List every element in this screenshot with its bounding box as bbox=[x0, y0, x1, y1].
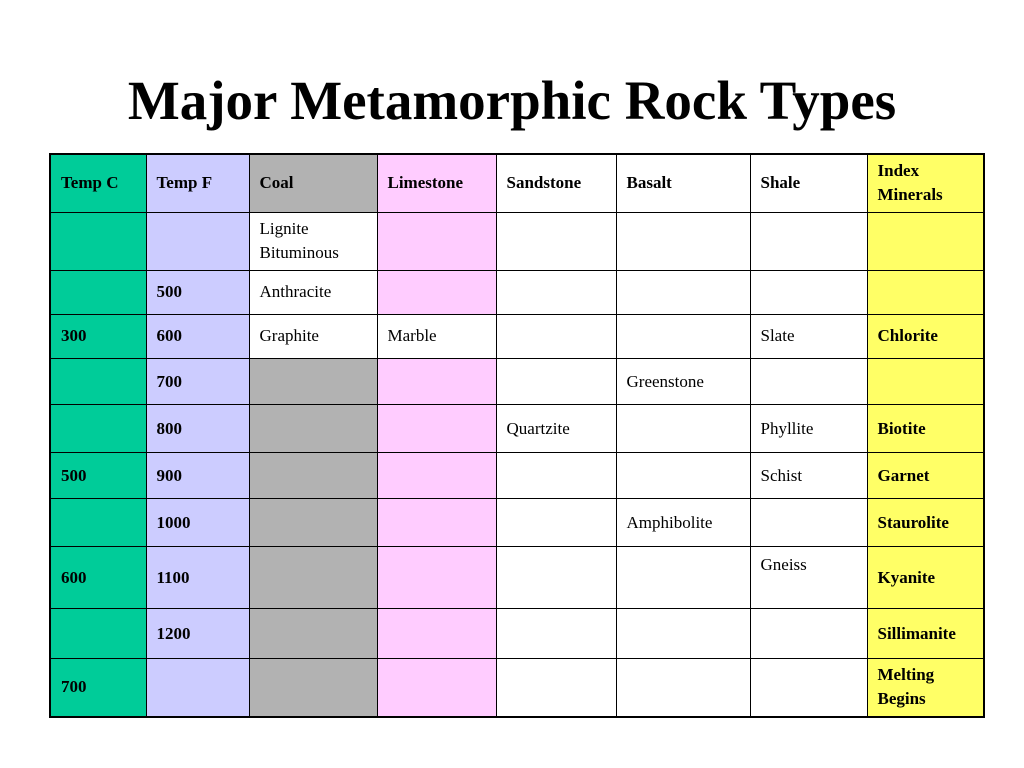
cell-value: 700 bbox=[156, 371, 182, 391]
table-row bbox=[50, 499, 984, 546]
cell-index-minerals bbox=[867, 452, 984, 498]
cell-temp-c bbox=[50, 271, 146, 314]
cell-limestone bbox=[377, 546, 496, 609]
cell-shale bbox=[750, 314, 867, 358]
cell-basalt bbox=[616, 546, 750, 609]
cell-temp-c bbox=[50, 314, 146, 358]
header-shale bbox=[750, 154, 867, 212]
cell-coal bbox=[249, 212, 377, 271]
cell-value: 600 bbox=[156, 326, 182, 346]
cell-sandstone bbox=[496, 314, 616, 358]
table-row bbox=[50, 609, 984, 658]
cell-sandstone bbox=[496, 499, 616, 546]
cell-limestone bbox=[377, 271, 496, 314]
page-title: Major Metamorphic Rock Types bbox=[127, 70, 897, 131]
cell-value: Melting Begins bbox=[877, 665, 935, 709]
cell-temp-c bbox=[50, 358, 146, 404]
cell-value: Sillimanite bbox=[877, 623, 956, 643]
cell-sandstone bbox=[496, 212, 616, 271]
cell-temp-c bbox=[50, 499, 146, 546]
header-label: Basalt bbox=[626, 173, 672, 193]
cell-limestone bbox=[377, 358, 496, 404]
cell-shale bbox=[750, 358, 867, 404]
cell-sandstone bbox=[496, 452, 616, 498]
cell-shale bbox=[750, 609, 867, 658]
cell-temp-f bbox=[146, 405, 249, 452]
cell-value: 500 bbox=[61, 465, 87, 485]
cell-limestone bbox=[377, 452, 496, 498]
cell-coal bbox=[249, 452, 377, 498]
cell-value: Chlorite bbox=[877, 326, 938, 346]
cell-value: 800 bbox=[156, 418, 182, 438]
cell-index-minerals bbox=[867, 546, 984, 609]
cell-value: 500 bbox=[156, 282, 182, 302]
cell-shale bbox=[750, 452, 867, 498]
cell-coal bbox=[249, 358, 377, 404]
cell-shale bbox=[750, 658, 867, 717]
cell-index-minerals bbox=[867, 314, 984, 358]
cell-index-minerals bbox=[867, 658, 984, 717]
header-temp-f bbox=[146, 154, 249, 212]
cell-value: Marble bbox=[387, 326, 437, 346]
cell-temp-c bbox=[50, 658, 146, 717]
cell-value: Amphibolite bbox=[626, 512, 713, 532]
header-label: Temp C bbox=[61, 173, 119, 193]
cell-limestone bbox=[377, 658, 496, 717]
cell-temp-f bbox=[146, 546, 249, 609]
cell-coal bbox=[249, 499, 377, 546]
cell-temp-f bbox=[146, 358, 249, 404]
cell-sandstone bbox=[496, 271, 616, 314]
header-sandstone bbox=[496, 154, 616, 212]
cell-temp-f bbox=[146, 212, 249, 271]
cell-basalt bbox=[616, 405, 750, 452]
cell-temp-f bbox=[146, 658, 249, 717]
cell-basalt bbox=[616, 212, 750, 271]
cell-index-minerals bbox=[867, 499, 984, 546]
table-row bbox=[50, 452, 984, 498]
header-label: Sandstone bbox=[506, 173, 582, 193]
cell-index-minerals bbox=[867, 405, 984, 452]
cell-value: 1100 bbox=[156, 567, 190, 587]
cell-value: 700 bbox=[61, 677, 87, 697]
cell-temp-f bbox=[146, 499, 249, 546]
cell-value: Schist bbox=[760, 465, 803, 485]
cell-value: Quartzite bbox=[506, 418, 570, 438]
header-coal bbox=[249, 154, 377, 212]
header-label: Shale bbox=[760, 173, 801, 193]
cell-limestone bbox=[377, 212, 496, 271]
cell-basalt bbox=[616, 358, 750, 404]
cell-temp-f bbox=[146, 271, 249, 314]
cell-value: 1000 bbox=[156, 512, 191, 532]
header-index-minerals bbox=[867, 154, 984, 212]
cell-limestone bbox=[377, 314, 496, 358]
cell-coal bbox=[249, 405, 377, 452]
header-label: Index Minerals bbox=[877, 161, 943, 205]
cell-sandstone bbox=[496, 546, 616, 609]
cell-basalt bbox=[616, 452, 750, 498]
table-row bbox=[50, 358, 984, 404]
cell-temp-f bbox=[146, 452, 249, 498]
table-row bbox=[50, 546, 984, 609]
cell-basalt bbox=[616, 609, 750, 658]
header-label: Limestone bbox=[387, 173, 464, 193]
cell-value: Anthracite bbox=[259, 282, 332, 302]
cell-sandstone bbox=[496, 658, 616, 717]
cell-value: Slate bbox=[760, 326, 795, 346]
cell-index-minerals bbox=[867, 609, 984, 658]
cell-basalt bbox=[616, 499, 750, 546]
cell-basalt bbox=[616, 658, 750, 717]
cell-temp-c bbox=[50, 212, 146, 271]
cell-shale bbox=[750, 271, 867, 314]
cell-value: Phyllite bbox=[760, 418, 814, 438]
table-row bbox=[50, 658, 984, 717]
cell-index-minerals bbox=[867, 271, 984, 314]
cell-value: Lignite Bituminous bbox=[259, 219, 339, 263]
cell-sandstone bbox=[496, 609, 616, 658]
cell-limestone bbox=[377, 609, 496, 658]
cell-value: Greenstone bbox=[626, 371, 704, 391]
metamorphic-rock-table bbox=[49, 153, 985, 718]
cell-value: Graphite bbox=[259, 326, 319, 346]
cell-shale bbox=[750, 405, 867, 452]
header-temp-c bbox=[50, 154, 146, 212]
cell-coal bbox=[249, 271, 377, 314]
cell-value: 900 bbox=[156, 465, 182, 485]
cell-sandstone bbox=[496, 405, 616, 452]
table-row bbox=[50, 405, 984, 452]
cell-value: 1200 bbox=[156, 623, 191, 643]
cell-temp-c bbox=[50, 452, 146, 498]
cell-index-minerals bbox=[867, 358, 984, 404]
header-limestone bbox=[377, 154, 496, 212]
table-row bbox=[50, 314, 984, 358]
cell-value: 600 bbox=[61, 567, 87, 587]
cell-shale bbox=[750, 499, 867, 546]
cell-coal bbox=[249, 609, 377, 658]
header-row bbox=[50, 154, 984, 212]
header-label: Coal bbox=[259, 173, 294, 193]
table-row bbox=[50, 212, 984, 271]
cell-value: Gneiss bbox=[760, 554, 807, 574]
cell-limestone bbox=[377, 405, 496, 452]
cell-temp-c bbox=[50, 546, 146, 609]
cell-value: 300 bbox=[61, 326, 87, 346]
cell-shale bbox=[750, 212, 867, 271]
header-basalt bbox=[616, 154, 750, 212]
cell-temp-f bbox=[146, 314, 249, 358]
cell-basalt bbox=[616, 314, 750, 358]
cell-coal bbox=[249, 546, 377, 609]
cell-value: Garnet bbox=[877, 465, 930, 485]
cell-limestone bbox=[377, 499, 496, 546]
cell-index-minerals bbox=[867, 212, 984, 271]
cell-value: Kyanite bbox=[877, 567, 936, 587]
cell-sandstone bbox=[496, 358, 616, 404]
cell-coal bbox=[249, 658, 377, 717]
header-label: Temp F bbox=[156, 173, 213, 193]
table-row bbox=[50, 271, 984, 314]
cell-coal bbox=[249, 314, 377, 358]
cell-value: Staurolite bbox=[877, 512, 949, 532]
cell-value: Biotite bbox=[877, 418, 926, 438]
cell-temp-f bbox=[146, 609, 249, 658]
cell-temp-c bbox=[50, 609, 146, 658]
cell-basalt bbox=[616, 271, 750, 314]
cell-temp-c bbox=[50, 405, 146, 452]
cell-shale bbox=[750, 546, 867, 609]
